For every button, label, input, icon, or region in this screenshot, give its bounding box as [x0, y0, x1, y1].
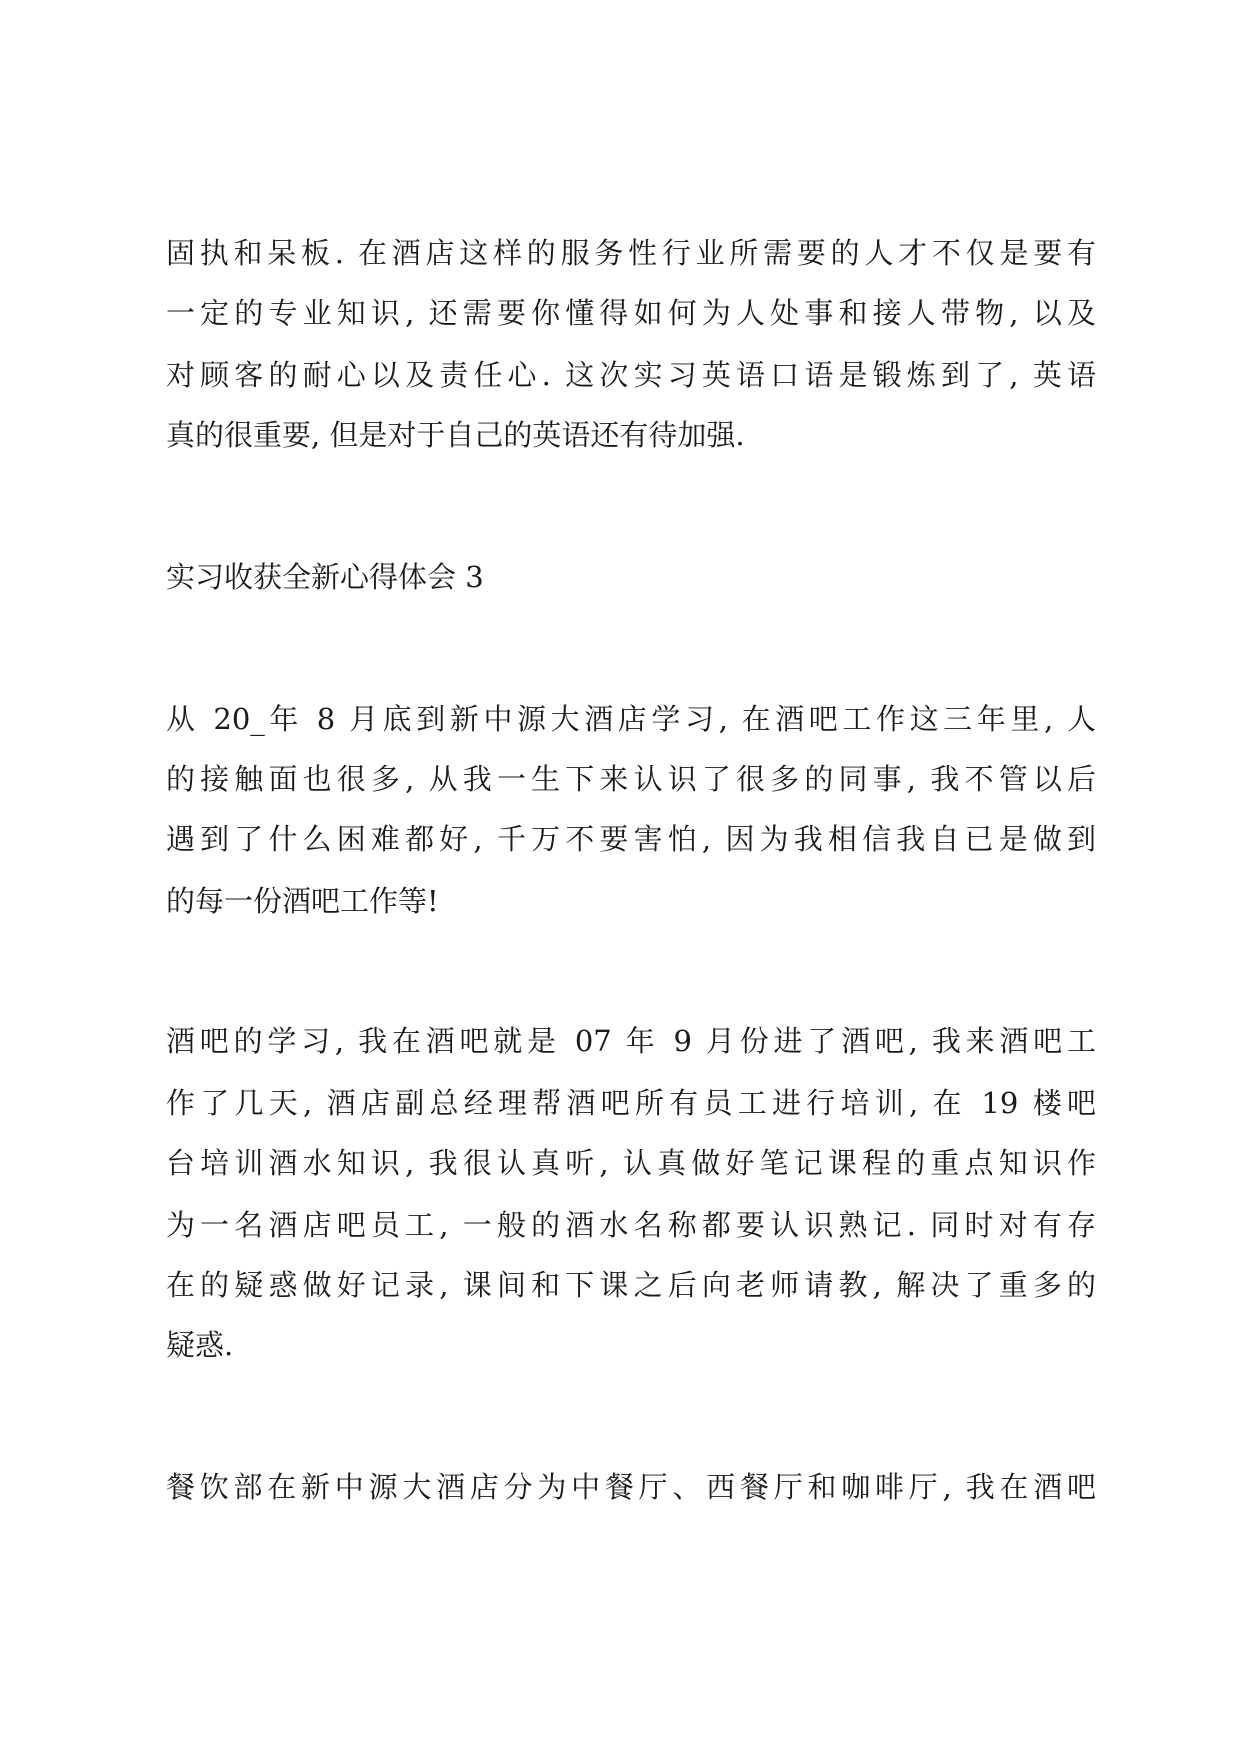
paragraph-1-line-3: 对顾客的耐心以及责任心. 这次实习英语口语是锻炼到了, 英语 [166, 358, 1096, 392]
section-heading: 实习收获全新心得体会 3 [166, 560, 484, 594]
paragraph-3-line-5: 在的疑惑做好记录, 课间和下课之后向老师请教, 解决了重多的 [166, 1268, 1096, 1302]
paragraph-3-line-1: 酒吧的学习, 我在酒吧就是 07 年 9 月份进了酒吧, 我来酒吧工 [166, 1024, 1096, 1058]
paragraph-2-line-3: 遇到了什么困难都好, 千万不要害怕, 因为我相信我自已是做到 [166, 822, 1096, 856]
paragraph-3-line-4: 为一名酒店吧员工, 一般的酒水名称都要认识熟记. 同时对有存 [166, 1208, 1096, 1242]
paragraph-3-line-2: 作了几天, 酒店副总经理帮酒吧所有员工进行培训, 在 19 楼吧 [166, 1086, 1096, 1120]
paragraph-2-line-4: 的每一份酒吧工作等! [166, 884, 439, 918]
paragraph-1-line-4: 真的很重要, 但是对于自己的英语还有待加强. [166, 418, 745, 452]
paragraph-4-line-1: 餐饮部在新中源大酒店分为中餐厅、西餐厅和咖啡厅, 我在酒吧 [166, 1470, 1096, 1504]
paragraph-1-line-1: 固执和呆板. 在酒店这样的服务性行业所需要的人才不仅是要有 [166, 236, 1096, 270]
paragraph-2-line-1: 从 20_年 8 月底到新中源大酒店学习, 在酒吧工作这三年里, 人 [166, 702, 1096, 736]
paragraph-2-line-2: 的接触面也很多, 从我一生下来认识了很多的同事, 我不管以后 [166, 762, 1096, 796]
paragraph-3-line-6: 疑惑. [166, 1328, 234, 1362]
paragraph-3-line-3: 台培训酒水知识, 我很认真听, 认真做好笔记课程的重点知识作 [166, 1146, 1096, 1180]
paragraph-1-line-2: 一定的专业知识, 还需要你懂得如何为人处事和接人带物, 以及 [166, 296, 1096, 330]
